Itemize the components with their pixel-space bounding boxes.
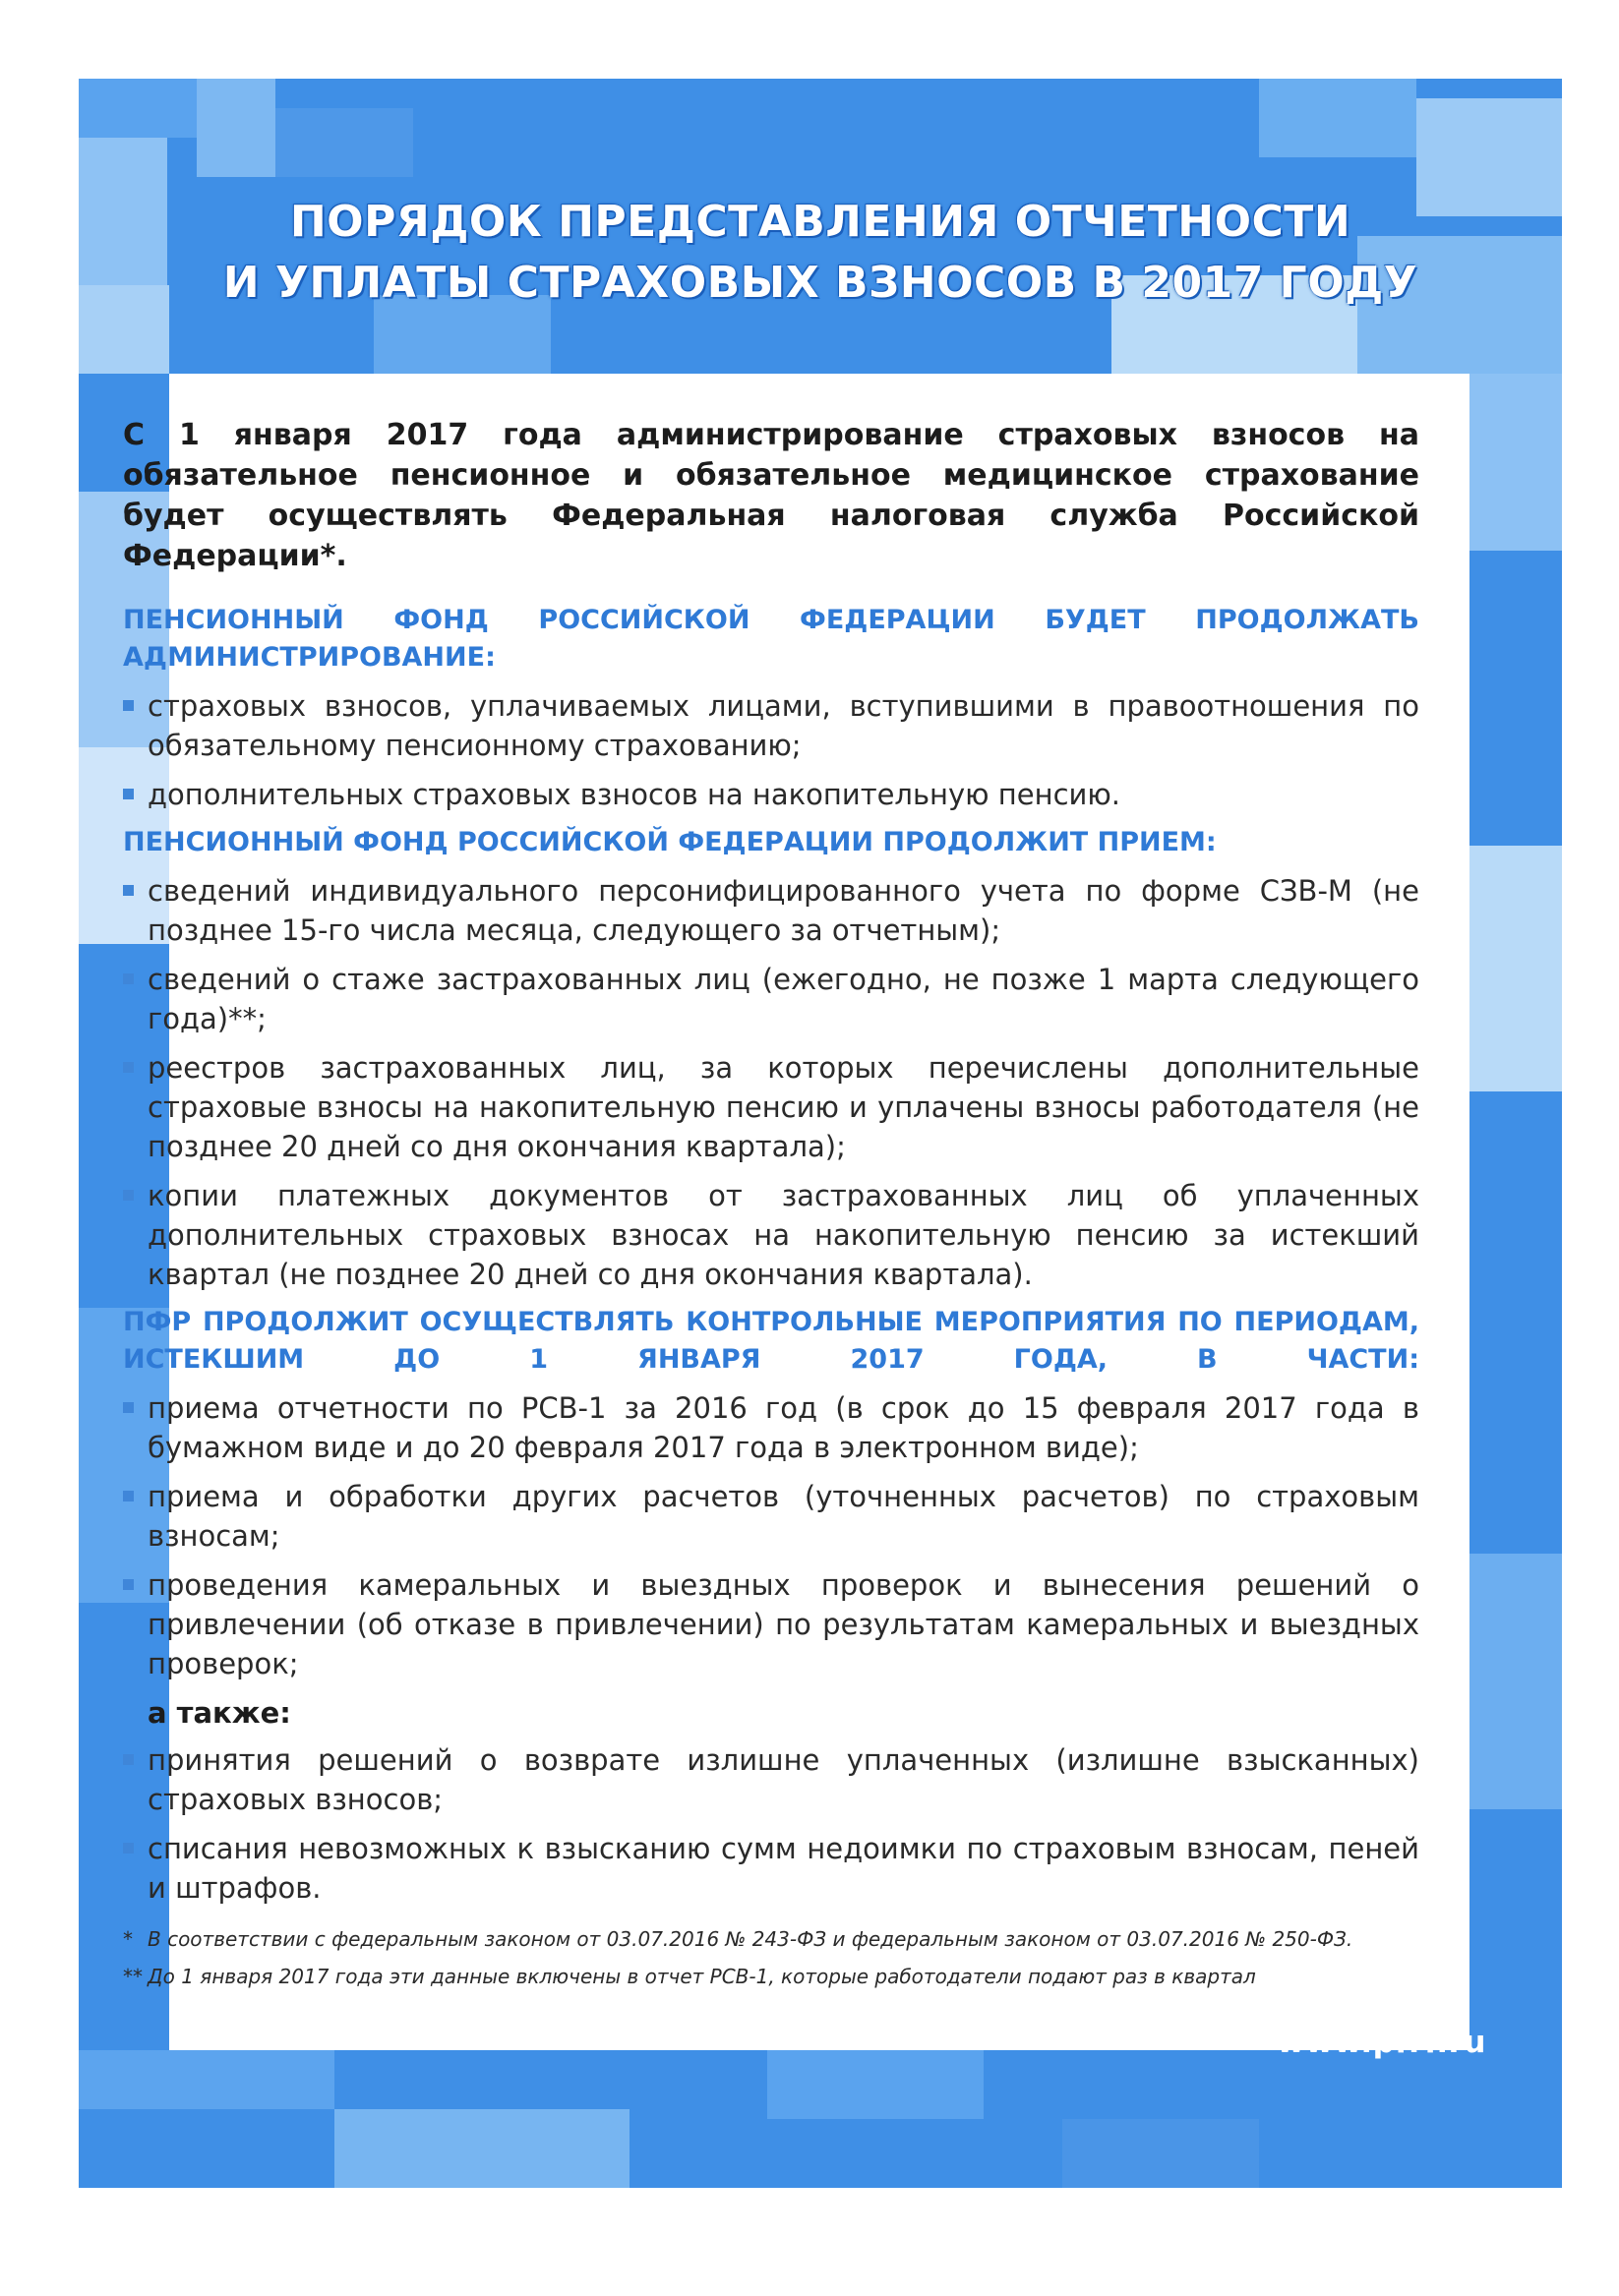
section-list-1 xyxy=(123,686,1419,814)
main-content xyxy=(123,415,1419,2000)
decor-tile xyxy=(1469,1554,1562,1809)
section-list-2 xyxy=(123,871,1419,1294)
square-bullet-icon xyxy=(123,789,134,799)
section-heading-1: ПЕНСИОННЫЙ ФОНД РОССИЙСКОЙ ФЕДЕРАЦИИ БУДЕТ ПРОДОЛЖАТЬ АДМИНИСТРИРОВАНИЕ: xyxy=(123,605,1419,673)
list-item: списания невозможных к взысканию сумм недоимки по страховым взносам, пеней и штрафов. xyxy=(123,1829,1419,1908)
footnote-text: В соответствии с федеральным законом от 03.07.2016 № 243-ФЗ и федеральным законом от 03.07.2016 № 250-ФЗ. xyxy=(148,1927,1353,1951)
decor-tile xyxy=(79,79,197,138)
decor-tile xyxy=(1469,846,1562,1091)
decor-tile xyxy=(79,2050,334,2109)
square-bullet-icon xyxy=(123,1491,134,1501)
list-item: принятия решений о возврате излишне уплаченных (излишне взысканных) страховых взносов; xyxy=(123,1740,1419,1819)
list-item: приема отчетности по РСВ-1 за 2016 год (в срок до 15 февраля 2017 года в бумажном виде и до 20 февраля 2017 года в электронном виде); xyxy=(123,1388,1419,1467)
title-line-1: ПОРЯДОК ПРЕДСТАВЛЕНИЯ ОТЧЕТНОСТИ xyxy=(289,197,1351,247)
decor-tile xyxy=(334,2109,630,2188)
footnote-1 xyxy=(123,1925,1419,1953)
section-list-3-also xyxy=(123,1740,1419,1908)
list-item: дополнительных страховых взносов на накопительную пенсию. xyxy=(123,775,1419,814)
decor-tile xyxy=(1062,2119,1259,2188)
decor-tile xyxy=(275,108,413,177)
website-link[interactable]: www.pfrf.ru xyxy=(1276,2025,1486,2060)
section-heading-3: ПФР ПРОДОЛЖИТ ОСУЩЕСТВЛЯТЬ КОНТРОЛЬНЫЕ МЕРОПРИЯТИЯ ПО ПЕРИОДАМ, ИСТЕКШИМ ДО 1 ЯНВАРЯ 2017 ГОДА, В ЧАСТИ: xyxy=(123,1307,1419,1375)
title-line-2: И УПЛАТЫ СТРАХОВЫХ ВЗНОСОВ В 2017 ГОДУ xyxy=(222,258,1418,308)
square-bullet-icon xyxy=(123,1062,134,1073)
footnotes xyxy=(123,1925,1419,1990)
list-item: реестров застрахованных лиц, за которых перечислены дополнительные страховые взносы на накопительную пенсию и уплачены взносы работодателя (не позднее 20 дней со дня окончания квартала); xyxy=(123,1048,1419,1166)
decor-tile xyxy=(767,2050,984,2119)
square-bullet-icon xyxy=(123,1190,134,1201)
list-item: страховых взносов, уплачиваемых лицами, вступившими в правоотношения по обязательному пенсионному страхованию; xyxy=(123,686,1419,765)
footnote-2 xyxy=(123,1963,1419,1990)
square-bullet-icon xyxy=(123,1754,134,1765)
footnote-mark: ** xyxy=(123,1965,143,1988)
list-item: приема и обработки других расчетов (уточненных расчетов) по страховым взносам; xyxy=(123,1477,1419,1556)
decor-tile xyxy=(1259,79,1416,157)
square-bullet-icon xyxy=(123,700,134,711)
section-list-3 xyxy=(123,1388,1419,1683)
intro-paragraph: С 1 января 2017 года администрирование страховых взносов на обязательное пенсионное и обязательное медицинское страхование будет осуществлять Федеральная налоговая служба Российской Федерации*. xyxy=(123,418,1419,573)
footnote-text: До 1 января 2017 года эти данные включены в отчет РСВ-1, которые работодатели подают раз в квартал xyxy=(148,1965,1256,1988)
square-bullet-icon xyxy=(123,1843,134,1854)
square-bullet-icon xyxy=(123,973,134,984)
header-band xyxy=(79,79,1562,374)
list-item: проведения камеральных и выездных проверок и вынесения решений о привлечении (об отказе в привлечении) по результатам камеральных и выездных проверок; xyxy=(123,1565,1419,1683)
square-bullet-icon xyxy=(123,1402,134,1413)
footer-band xyxy=(79,2050,1562,2188)
also-label: а также: xyxy=(148,1696,291,1730)
list-item: сведений о стаже застрахованных лиц (ежегодно, не позже 1 марта следующего года)**; xyxy=(123,960,1419,1038)
square-bullet-icon xyxy=(123,885,134,896)
decor-tile xyxy=(1469,374,1562,551)
section-heading-2: ПЕНСИОННЫЙ ФОНД РОССИЙСКОЙ ФЕДЕРАЦИИ ПРОДОЛЖИТ ПРИЕМ: xyxy=(123,827,1217,857)
list-item: копии платежных документов от застрахованных лиц об уплаченных дополнительных страховых взносах на накопительную пенсию за истекший квартал (не позднее 20 дней со дня окончания квартала). xyxy=(123,1176,1419,1294)
square-bullet-icon xyxy=(123,1579,134,1590)
page-title xyxy=(79,192,1562,314)
footnote-mark: * xyxy=(123,1927,133,1951)
list-item: сведений индивидуального персонифицированного учета по форме СЗВ-М (не позднее 15-го числа месяца, следующего за отчетным); xyxy=(123,871,1419,950)
decor-tile xyxy=(197,79,275,177)
